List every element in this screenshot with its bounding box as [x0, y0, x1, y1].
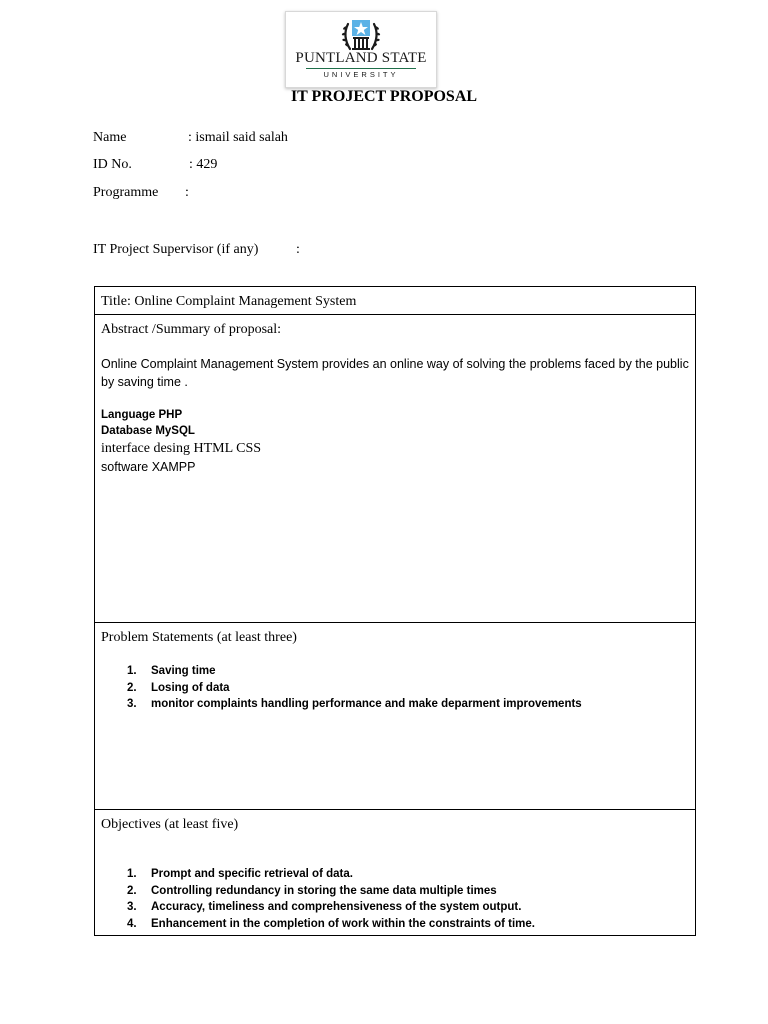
tech-database: Database MySQL: [101, 425, 195, 437]
field-name-label: Name: [93, 130, 127, 145]
list-item: 4. Enhancement in the completion of work within the constraints of time.: [127, 917, 536, 930]
field-programme-value: :: [185, 185, 189, 200]
university-logo: [285, 11, 437, 88]
field-programme-label: Programme: [93, 185, 159, 200]
abstract-cell: [94, 314, 696, 623]
tech-language: Language PHP: [101, 409, 183, 421]
logo-university-sub: UNIVERSITY: [323, 70, 399, 79]
list-item: 3. Accuracy, timeliness and comprehensiveness of the system output.: [127, 901, 522, 913]
list-item: 2. Losing of data: [127, 681, 230, 694]
list-item: 1. Saving time: [127, 665, 216, 677]
abstract-label: Abstract /Summary of proposal:: [101, 322, 282, 337]
problems-list: [127, 663, 582, 713]
problems-label: Problem Statements (at least three): [101, 630, 297, 645]
objectives-label: Objectives (at least five): [101, 817, 239, 832]
field-name-value: : ismail said salah: [188, 130, 288, 145]
objectives-cell: [94, 809, 696, 936]
tech-interface: interface desing HTML CSS: [101, 441, 262, 456]
table-title-cell: [94, 286, 696, 315]
field-id-label: ID No.: [93, 157, 132, 172]
objectives-list: [127, 866, 535, 932]
document-title: IT PROJECT PROPOSAL: [290, 88, 478, 105]
field-supervisor-value: :: [296, 242, 300, 257]
project-title: Title: Online Complaint Management System: [101, 294, 357, 309]
tech-software: software XAMPP: [101, 460, 196, 474]
abstract-text: Online Complaint Management System provides an online way of solving the problems faced by the public by saving time .: [101, 357, 689, 389]
problems-cell: [94, 622, 696, 810]
field-supervisor-label: IT Project Supervisor (if any): [93, 242, 259, 257]
logo-divider: [306, 68, 416, 69]
field-id-value: : 429: [189, 157, 218, 172]
list-item: 1. Prompt and specific retrieval of data.: [127, 868, 353, 880]
list-item: 3. monitor complaints handling performance and make deparment improvements: [127, 698, 582, 710]
logo-university-name: PUNTLAND STATE: [295, 50, 427, 66]
list-item: 2. Controlling redundancy in storing the same data multiple times: [127, 884, 497, 897]
